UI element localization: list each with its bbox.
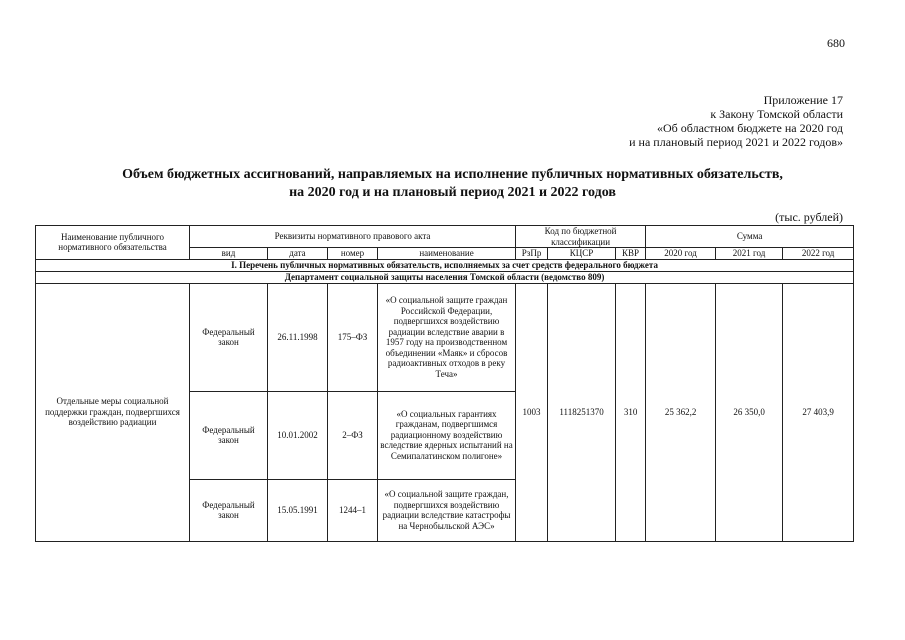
act-date: 15.05.1991 xyxy=(268,479,328,541)
header-sum: Сумма xyxy=(646,226,854,248)
act-vid: Федеральный закон xyxy=(190,283,268,391)
sum-2022-value: 27 403,9 xyxy=(783,283,854,541)
header-2021: 2021 год xyxy=(716,248,783,260)
rzpr-value: 1003 xyxy=(516,283,548,541)
appendix-line-1: Приложение 17 xyxy=(763,93,843,107)
department-title: Департамент социальной защиты населения Томской области (ведомство 809) xyxy=(36,271,854,283)
header-vid: вид xyxy=(190,248,268,260)
header-act-requisites: Реквизиты нормативного правового акта xyxy=(190,226,516,248)
act-name: «О социальной защите граждан, подвергшихся воздействию радиации вследствие катастрофы на Чернобыльской АЭС» xyxy=(378,479,516,541)
appendix-line-4: и на плановый период 2021 и 2022 годов» xyxy=(629,135,843,149)
act-date: 26.11.1998 xyxy=(268,283,328,391)
header-number: номер xyxy=(328,248,378,260)
act-vid: Федеральный закон xyxy=(190,479,268,541)
header-budget-code: Код по бюджетной классификации xyxy=(516,226,646,248)
sum-2020-value: 25 362,2 xyxy=(646,283,716,541)
title-line-1: Объем бюджетных ассигнований, направляемых на исполнение публичных нормативных обязательств, xyxy=(122,167,783,182)
act-name: «О социальной защите граждан Российской Федерации, подвергшихся воздействию радиации вследствие аварии в 1957 году на производственном объединении «Маяк» и сбросов радиоактивных отходов в реку Теча» xyxy=(378,283,516,391)
obligation-name: Отдельные меры социальной поддержки граждан, подвергшихся воздействию радиации xyxy=(36,283,190,541)
header-name: наименование xyxy=(378,248,516,260)
act-date: 10.01.2002 xyxy=(268,391,328,479)
kvr-value: 310 xyxy=(616,283,646,541)
section-title: I. Перечень публичных нормативных обязательств, исполняемых за счет средств федерального бюджета xyxy=(36,259,854,271)
act-name: «О социальных гарантиях гражданам, подвергшимся радиационному воздействию вследствие ядерных испытаний на Семипалатинском полигоне» xyxy=(378,391,516,479)
header-rzpr: РзПр xyxy=(516,248,548,260)
act-number: 1244–1 xyxy=(328,479,378,541)
page-number: 680 xyxy=(827,36,845,50)
sum-2021-value: 26 350,0 xyxy=(716,283,783,541)
appendix-line-2: к Закону Томской области xyxy=(710,107,843,121)
table-row xyxy=(36,283,854,391)
units-label: (тыс. рублей) xyxy=(775,210,843,224)
header-obligation-name: Наименование публичного нормативного обязательства xyxy=(36,226,190,260)
title-line-2: на 2020 год и на плановый период 2021 и 2022 годов xyxy=(289,185,616,200)
header-2022: 2022 год xyxy=(783,248,854,260)
act-number: 2–ФЗ xyxy=(328,391,378,479)
act-number: 175–ФЗ xyxy=(328,283,378,391)
kcsr-value: 1118251370 xyxy=(548,283,616,541)
header-kvr: КВР xyxy=(616,248,646,260)
header-date: дата xyxy=(268,248,328,260)
document-title xyxy=(0,166,905,202)
obligations-table xyxy=(35,225,854,542)
header-2020: 2020 год xyxy=(646,248,716,260)
act-vid: Федеральный закон xyxy=(190,391,268,479)
appendix-line-3: «Об областном бюджете на 2020 год xyxy=(657,121,843,135)
appendix-block xyxy=(543,93,843,149)
header-kcsr: КЦСР xyxy=(548,248,616,260)
